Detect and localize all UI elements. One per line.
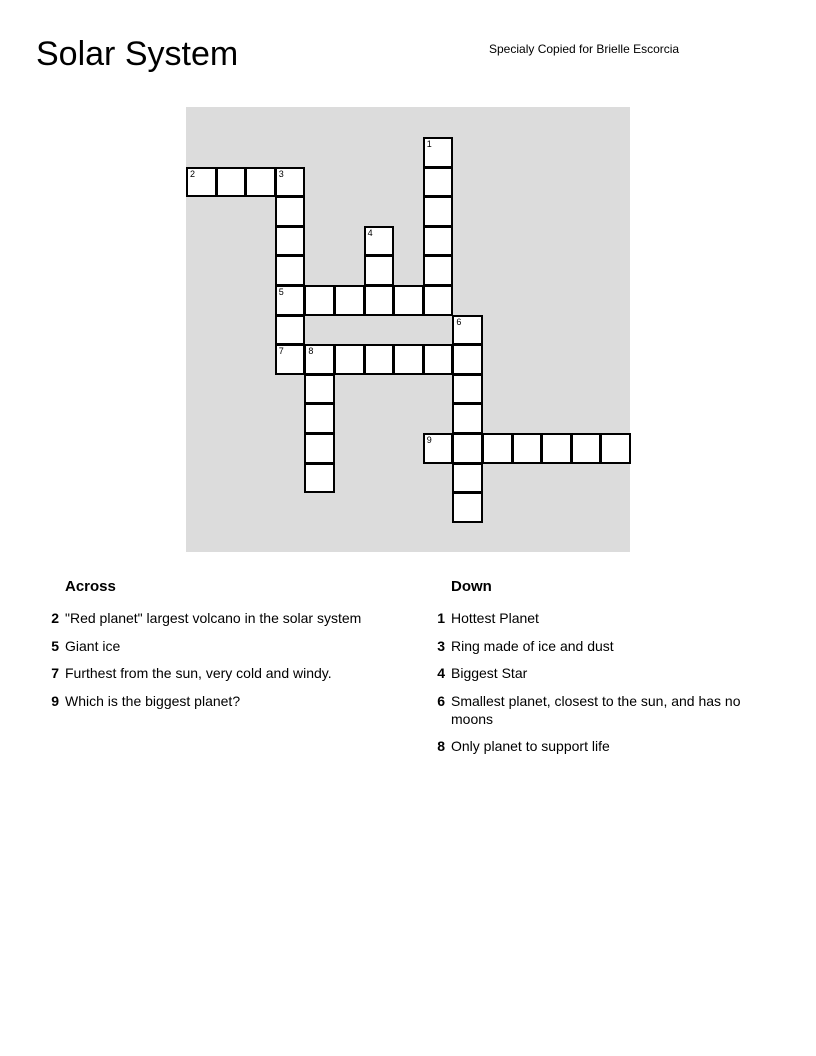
crossword-cell[interactable] bbox=[304, 344, 335, 375]
crossword-cell[interactable] bbox=[452, 492, 483, 523]
personalization-note: Specialy Copied for Brielle Escorcia bbox=[489, 42, 680, 56]
clue-text: Ring made of ice and dust bbox=[451, 637, 614, 654]
clue-text: Furthest from the sun, very cold and windy. bbox=[65, 665, 332, 681]
cell-number: 9 bbox=[426, 435, 432, 445]
clue-number: 2 bbox=[51, 610, 59, 626]
cell-number: 3 bbox=[278, 168, 284, 179]
crossword-cell[interactable] bbox=[304, 433, 335, 464]
crossword-cell[interactable] bbox=[393, 344, 424, 375]
crossword-cell[interactable] bbox=[216, 167, 247, 198]
across-clue bbox=[41, 609, 391, 627]
clue-text: Hottest Planet bbox=[451, 610, 539, 626]
crossword-cell[interactable] bbox=[541, 433, 572, 464]
clue-number: 7 bbox=[51, 665, 59, 681]
crossword-cell[interactable] bbox=[304, 374, 335, 405]
crossword-cell[interactable] bbox=[275, 285, 306, 316]
down-clue bbox=[427, 737, 767, 755]
crossword-cell[interactable] bbox=[364, 255, 395, 286]
crossword-cell[interactable] bbox=[275, 255, 306, 286]
page-title: Solar System bbox=[36, 35, 239, 73]
down-clue bbox=[427, 692, 767, 728]
crossword-cell[interactable] bbox=[452, 463, 483, 494]
crossword-cell[interactable] bbox=[364, 344, 395, 375]
crossword-cell[interactable] bbox=[571, 433, 602, 464]
clue-number: 8 bbox=[437, 738, 445, 754]
clue-text: "Red planet" largest volcano in the solar system bbox=[65, 610, 362, 626]
across-clue bbox=[41, 664, 391, 682]
crossword-cell[interactable] bbox=[304, 463, 335, 494]
down-clue-list bbox=[427, 609, 767, 765]
crossword-cell[interactable] bbox=[452, 344, 483, 375]
crossword-cell[interactable] bbox=[304, 403, 335, 434]
clue-number: 3 bbox=[437, 637, 445, 654]
crossword-cell[interactable] bbox=[275, 167, 306, 198]
across-clue bbox=[41, 692, 391, 710]
clue-text: Which is the biggest planet? bbox=[65, 692, 241, 709]
across-heading: Across bbox=[65, 578, 116, 595]
crossword-cell[interactable] bbox=[423, 285, 454, 316]
crossword-cell[interactable] bbox=[245, 167, 276, 198]
crossword-cell[interactable] bbox=[364, 226, 395, 257]
clue-number: 6 bbox=[437, 692, 445, 709]
crossword-cell[interactable] bbox=[275, 344, 306, 375]
crossword-cell[interactable] bbox=[275, 226, 306, 257]
across-clue-list bbox=[41, 609, 391, 719]
down-clue bbox=[427, 664, 767, 682]
clue-number: 9 bbox=[51, 692, 59, 709]
cell-number: 4 bbox=[367, 227, 373, 238]
crossword-cell[interactable] bbox=[423, 167, 454, 198]
crossword-cell[interactable] bbox=[364, 285, 395, 316]
crossword-cell[interactable] bbox=[423, 196, 454, 227]
crossword-cell[interactable] bbox=[512, 433, 543, 464]
crossword-cell[interactable] bbox=[482, 433, 513, 464]
cell-number: 7 bbox=[278, 346, 284, 357]
crossword-cell[interactable] bbox=[186, 167, 217, 198]
crossword-cell[interactable] bbox=[334, 344, 365, 375]
crossword-cell[interactable] bbox=[304, 285, 335, 316]
crossword-cell[interactable] bbox=[275, 196, 306, 227]
clue-text: Biggest Star bbox=[451, 665, 528, 681]
crossword-cell[interactable] bbox=[423, 344, 454, 375]
crossword-grid bbox=[186, 107, 630, 552]
clue-text: Only planet to support life bbox=[451, 738, 610, 754]
clue-number: 4 bbox=[437, 665, 445, 681]
crossword-cell[interactable] bbox=[600, 433, 631, 464]
crossword-cell[interactable] bbox=[423, 226, 454, 257]
down-clue bbox=[427, 637, 767, 655]
clue-number: 5 bbox=[51, 637, 59, 654]
crossword-cell[interactable] bbox=[275, 315, 306, 346]
cell-number: 6 bbox=[456, 316, 462, 327]
crossword-cell[interactable] bbox=[423, 137, 454, 168]
cell-number: 2 bbox=[190, 168, 196, 179]
crossword-cell[interactable] bbox=[452, 374, 483, 405]
crossword-cell[interactable] bbox=[452, 403, 483, 434]
crossword-cell[interactable] bbox=[393, 285, 424, 316]
clue-text: Smallest planet, closest to the sun, and has no moons bbox=[451, 692, 741, 727]
crossword-cell[interactable] bbox=[334, 285, 365, 316]
clue-number: 1 bbox=[437, 610, 445, 626]
clue-text: Giant ice bbox=[65, 637, 121, 654]
cell-number: 8 bbox=[308, 346, 314, 357]
crossword-cell[interactable] bbox=[452, 433, 483, 464]
cell-number: 5 bbox=[278, 287, 284, 297]
crossword-cell[interactable] bbox=[423, 255, 454, 286]
down-heading: Down bbox=[451, 578, 492, 595]
down-clue bbox=[427, 609, 767, 627]
crossword-cell[interactable] bbox=[452, 315, 483, 346]
crossword-cell[interactable] bbox=[423, 433, 454, 464]
across-clue bbox=[41, 637, 391, 655]
cell-number: 1 bbox=[426, 139, 432, 149]
